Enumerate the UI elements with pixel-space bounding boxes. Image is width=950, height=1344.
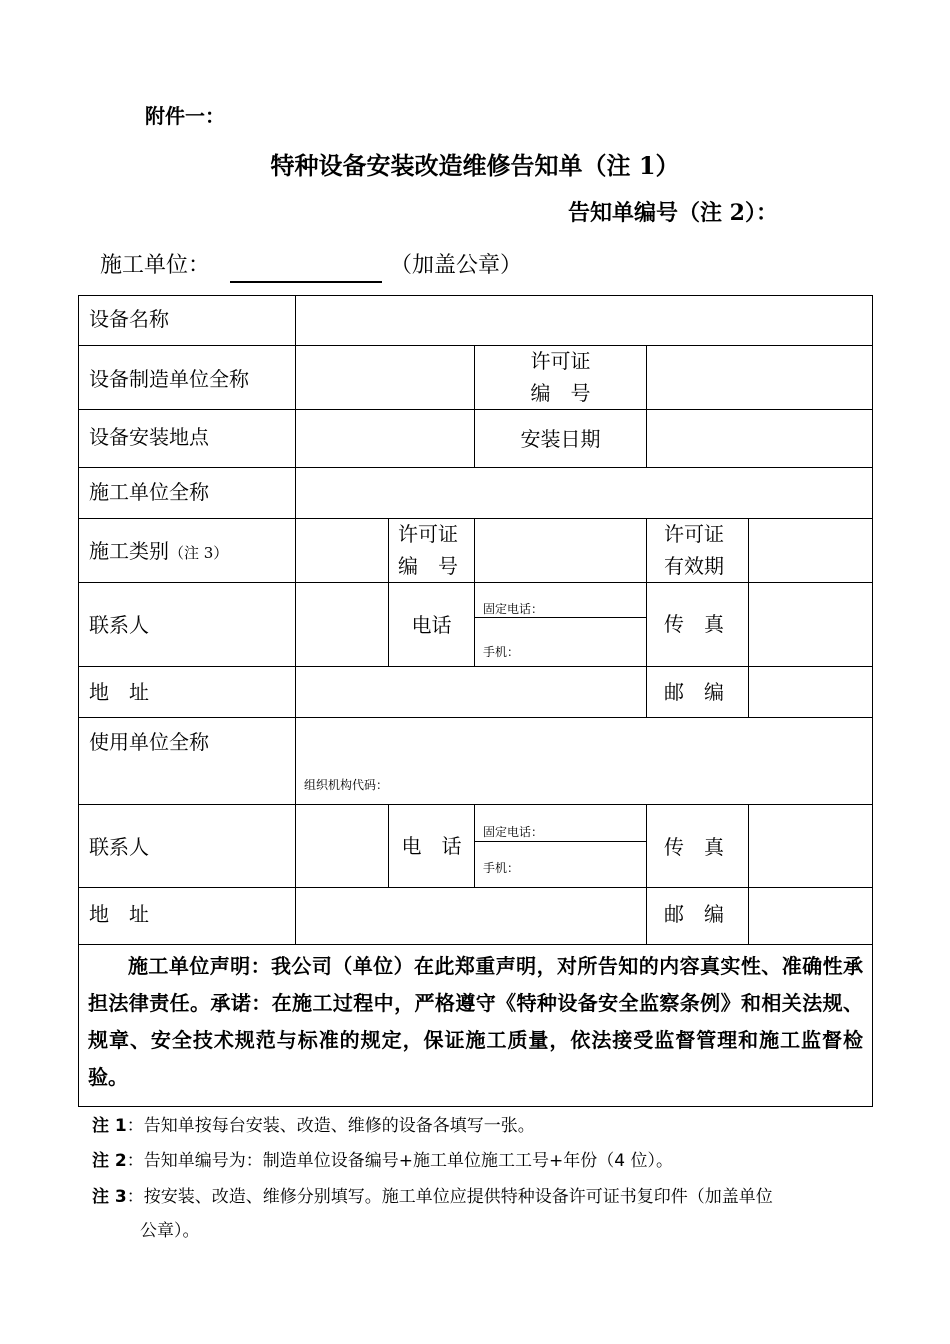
column-line (388, 518, 389, 666)
note-2: 注 2：告知单编号为：制造单位设备编号+施工单位施工工号+年份（4 位）。 (92, 1151, 673, 1171)
attachment-label: 附件一： (145, 104, 225, 128)
column-line (474, 804, 475, 887)
note-1: 注 1：告知单按每台安装、改造、维修的设备各填写一张。 (92, 1116, 535, 1136)
install-date-label: 安装日期 (520, 427, 601, 451)
column-line (646, 518, 647, 717)
constructor-mobile-label[interactable]: 手机： (483, 645, 520, 659)
install-date-field[interactable] (647, 410, 872, 467)
constructor-contact-label: 联系人 (89, 613, 149, 637)
user-postcode-field[interactable] (749, 888, 872, 944)
constructor-postcode-label: 邮 编 (664, 680, 724, 704)
constructor-postcode-field[interactable] (749, 667, 872, 717)
user-postcode-label: 邮 编 (664, 902, 724, 926)
construction-unit-input-line[interactable] (230, 281, 382, 283)
constructor-name-label: 施工单位全称 (89, 480, 209, 504)
row-line (78, 944, 873, 945)
column-line (646, 804, 647, 944)
equipment-name-label: 设备名称 (89, 307, 169, 331)
notification-form-table (78, 295, 873, 1107)
constructor-license-label: 许可证 编 号 (398, 522, 458, 578)
constructor-fax-label: 传 真 (664, 612, 724, 636)
constructor-contact-field[interactable] (296, 583, 388, 666)
constructor-declaration: 施工单位声明：我公司（单位）在此郑重声明，对所告知的内容真实性、准确性承担法律责任。承诺：在施工过程中，严格遵守《特种设备安全监察条例》和相关法规、规章、安全技术规范与标准的规定，保证施工质量，依法接受监督管理和施工监督检验。 (88, 954, 863, 1089)
construction-type-label: 施工类别（注 3） (89, 539, 229, 563)
user-phone-label: 电 话 (401, 834, 462, 858)
license-validity-label: 许可证 有效期 (664, 522, 724, 578)
constructor-phone-label: 电话 (411, 613, 452, 637)
license-validity-field[interactable] (749, 519, 872, 582)
constructor-address-label: 地 址 (89, 680, 149, 704)
form-title: 特种设备安装改造维修告知单（注 1） (270, 151, 680, 180)
user-fax-field[interactable] (749, 805, 872, 887)
phone-split-line (474, 617, 646, 618)
manufacturer-license-label: 许可证 编 号 (530, 349, 591, 405)
constructor-fax-field[interactable] (749, 583, 872, 666)
table-border-left (78, 295, 79, 1107)
construction-type-field[interactable] (296, 519, 388, 582)
install-location-label: 设备安装地点 (89, 425, 209, 449)
user-address-field[interactable] (296, 888, 646, 944)
note-3-continued: 公章）。 (140, 1221, 200, 1241)
table-border-bottom (78, 1106, 873, 1107)
constructor-license-field[interactable] (475, 519, 646, 582)
seal-note: （加盖公章） (390, 253, 523, 278)
form-number-label: 告知单编号（注 2）： (568, 200, 778, 226)
note-3: 注 3：按安装、改造、维修分别填写。施工单位应提供特种设备许可证书复印件（加盖单位 (92, 1187, 773, 1207)
constructor-landline-label[interactable]: 固定电话： (483, 602, 544, 616)
org-code-label: 组织机构代码： (304, 778, 389, 792)
equipment-name-field[interactable] (296, 296, 872, 345)
construction-unit-label: 施工单位： (100, 253, 211, 278)
manufacturer-license-field[interactable] (647, 346, 872, 409)
user-contact-label: 联系人 (89, 835, 149, 859)
user-landline-label[interactable]: 固定电话： (483, 825, 544, 839)
install-location-field[interactable] (296, 410, 474, 467)
user-unit-label: 使用单位全称 (89, 730, 209, 754)
table-border-right (872, 295, 873, 1107)
user-mobile-label[interactable]: 手机： (483, 861, 520, 875)
phone-split-line (474, 841, 646, 842)
user-contact-field[interactable] (296, 805, 388, 887)
manufacturer-label: 设备制造单位全称 (89, 367, 249, 391)
constructor-address-field[interactable] (296, 667, 646, 717)
manufacturer-field[interactable] (296, 346, 474, 409)
user-address-label: 地 址 (89, 902, 149, 926)
user-fax-label: 传 真 (664, 835, 724, 859)
constructor-name-field[interactable] (296, 468, 872, 518)
